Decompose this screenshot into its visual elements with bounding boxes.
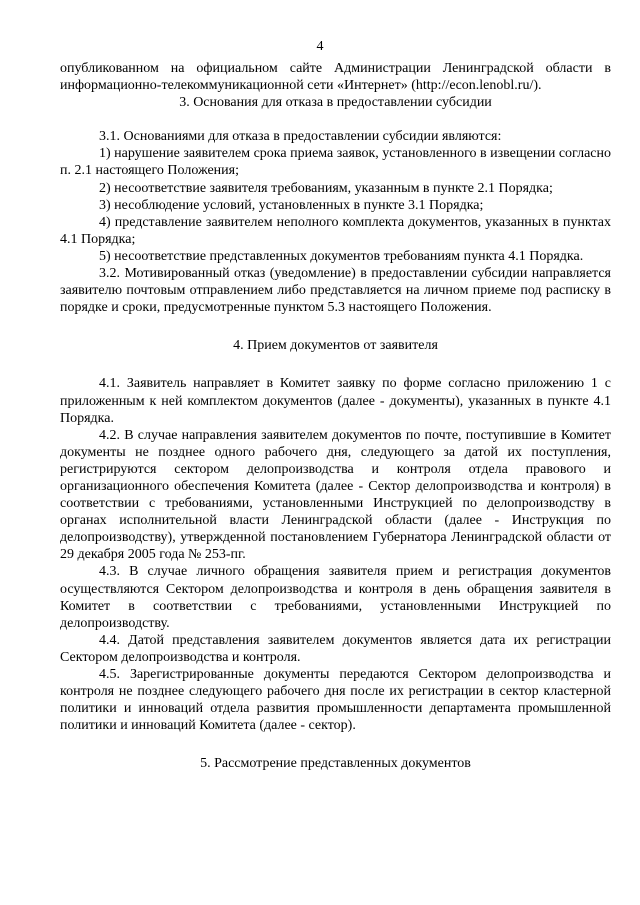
- paragraph-4-3: 4.3. В случае личного обращения заявителя прием и регистрация документов осуществляются Сектором делопроизводства и контроля в день обращения заявителя в Комитет в соответствии с требованиями, установленными Инструкцией по делопроизводству.: [60, 564, 611, 631]
- page-number: 4: [316, 39, 324, 54]
- section-3-heading: 3. Основания для отказа в предоставлении субсидии: [179, 95, 492, 111]
- spacer: [60, 354, 611, 375]
- spacer: [60, 734, 611, 755]
- paragraph-3-1: 3.1. Основаниями для отказа в предоставлении субсидии являются:: [99, 129, 502, 145]
- paragraph-4-5: 4.5. Зарегистрированные документы передаются Сектором делопроизводства и контроля не позднее следующего рабочего дня после их регистрации в сектор кластерной политики и инноваций отдела развития промышленности департамента промышленной политики и инноваций Комитета (далее - сектор).: [60, 667, 611, 734]
- document-body: [60, 60, 611, 772]
- paragraph-4-4: 4.4. Датой представления заявителем документов является дата их регистрации Сектором делопроизводства и контроля.: [60, 632, 611, 665]
- paragraph-3-2: 3.2. Мотивированный отказ (уведомление) в предоставлении субсидии направляется заявителю почтовым отправлением либо представляется на личном приеме под расписку в порядке и сроки, предусмотренные пунктом 5.3 настоящего Положения.: [60, 266, 611, 316]
- list-item-5: 5) несоответствие представленных документов требованиям пункта 4.1 Порядка.: [99, 248, 584, 264]
- paragraph-4-1: 4.1. Заявитель направляет в Комитет заявку по форме согласно приложению 1 с приложенным к ней комплектом документов (далее - документы), указанных в пункте 4.1 Порядка.: [60, 376, 611, 426]
- continuation-paragraph: опубликованном на официальном сайте Администрации Ленинградской области в информационно-телекоммуникационной сети «Интернет» (http://econ.lenobl.ru/).: [60, 61, 611, 94]
- paragraph-4-2: 4.2. В случае направления заявителем документов по почте, поступившие в Комитет документы не позднее одного рабочего дня, следующего за датой их поступления, регистрируются сектором делопроизводства и контроля отдела правового и организационного обеспечения Комитета (далее - Сектор делопроизводства и контроля) в соответствии с требованиями, установленными Инструкцией по делопроизводству в органах исполнительной власти Ленинградской области (далее - Инструкция по делопроизводству), утвержденной постановлением Губернатора Ленинградской области от 29 декабря 2005 года № 253-пг.: [60, 427, 611, 563]
- list-item-3: 3) несоблюдение условий, установленных в пункте 3.1 Порядка;: [99, 197, 484, 213]
- section-5-heading: 5. Рассмотрение представленных документов: [200, 756, 471, 772]
- list-item-2: 2) несоответствие заявителя требованиям, указанным в пункте 2.1 Порядка;: [99, 180, 553, 196]
- section-4-heading: 4. Прием документов от заявителя: [233, 338, 438, 354]
- list-item-1: 1) нарушение заявителем срока приема заявок, установленного в извещении согласно п. 2.1 настоящего Положения;: [60, 146, 611, 179]
- spacer: [60, 111, 611, 128]
- list-item-4: 4) представление заявителем неполного комплекта документов, указанных в пунктах 4.1 Порядка;: [60, 214, 611, 247]
- spacer: [60, 316, 611, 337]
